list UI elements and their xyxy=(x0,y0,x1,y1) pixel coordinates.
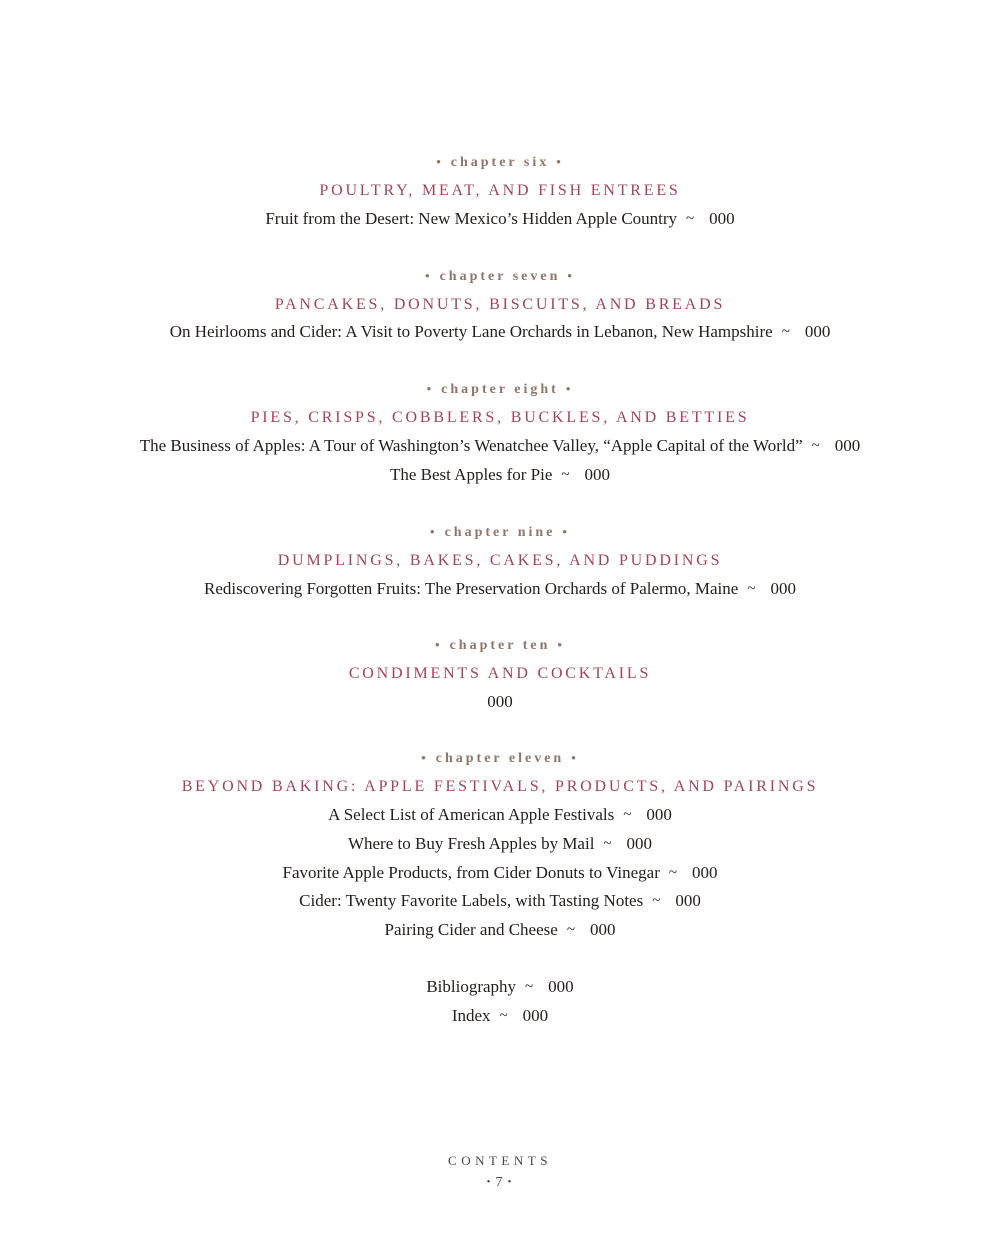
bullet-icon: • xyxy=(430,523,438,539)
tilde-separator-icon: ~ xyxy=(747,580,756,597)
chapter-label-text: chapter nine xyxy=(444,524,556,540)
chapter-section xyxy=(0,744,1000,945)
entry-page-number: 000 xyxy=(626,833,653,853)
chapter-label xyxy=(0,631,1000,660)
entry-page-number: 000 xyxy=(691,862,718,882)
chapter-section xyxy=(0,148,1000,234)
entry-title: Bibliography xyxy=(426,977,517,997)
chapter-label xyxy=(0,148,1000,177)
tilde-separator-icon: ~ xyxy=(623,806,632,823)
chapter-label-text: chapter eight xyxy=(441,382,559,398)
tilde-separator-icon: ~ xyxy=(499,1008,508,1025)
chapter-title: BEYOND BAKING: APPLE FESTIVALS, PRODUCTS, AND PAIRINGS xyxy=(181,777,819,795)
bullet-icon: • xyxy=(562,523,570,539)
chapter-label-text: chapter eleven xyxy=(435,750,565,766)
entry-page-number: 000 xyxy=(770,578,796,598)
folio-page-number xyxy=(0,1175,1000,1191)
chapter-label-text: chapter ten xyxy=(449,638,551,654)
toc-entry xyxy=(0,830,1000,859)
entry-title: On Heirlooms and Cider: A Visit to Poverty Lane Orchards in Lebanon, New Hampshire xyxy=(169,322,773,342)
chapter-section xyxy=(0,262,1000,348)
page-footer xyxy=(0,1153,1000,1191)
tilde-separator-icon: ~ xyxy=(686,210,695,227)
bullet-icon: • xyxy=(421,749,429,765)
footer-contents-label: CONTENTS xyxy=(448,1153,552,1168)
bullet-icon: • xyxy=(436,154,444,169)
entry-page-number: 000 xyxy=(834,436,861,456)
toc-entry xyxy=(0,461,1000,490)
tilde-separator-icon: ~ xyxy=(525,979,534,996)
bullet-icon: • xyxy=(507,1176,514,1188)
tilde-separator-icon: ~ xyxy=(811,438,820,455)
chapter-title: POULTRY, MEAT, AND FISH ENTREES xyxy=(319,181,681,199)
bullet-icon: • xyxy=(425,267,433,283)
entry-title: Favorite Apple Products, from Cider Donuts to Vinegar xyxy=(282,862,660,882)
entry-page-number: 000 xyxy=(804,322,831,342)
bullet-icon: • xyxy=(571,749,579,765)
entry-page-number: 000 xyxy=(548,977,574,997)
chapter-title: CONDIMENTS AND COCKTAILS xyxy=(348,665,652,683)
toc-entry xyxy=(0,318,1000,347)
bullet-icon: • xyxy=(557,637,565,653)
toc-entry xyxy=(0,575,1000,604)
chapter-label-text: chapter seven xyxy=(439,268,561,284)
tilde-separator-icon: ~ xyxy=(566,922,575,939)
entry-page-number: 000 xyxy=(487,692,513,712)
bullet-icon: • xyxy=(556,154,564,169)
entry-page-number: 000 xyxy=(589,920,616,940)
toc-entry xyxy=(0,1002,1000,1031)
chapter-list xyxy=(0,148,1000,945)
chapter-title: PIES, CRISPS, COBBLERS, BUCKLES, AND BETTIES xyxy=(250,409,750,427)
entry-page-number: 000 xyxy=(522,1006,549,1026)
chapter-section xyxy=(0,631,1000,716)
end-matter xyxy=(0,973,1000,1031)
entry-page-number: 000 xyxy=(675,891,701,911)
toc-entry xyxy=(0,205,1000,234)
entry-page-number: 000 xyxy=(709,208,735,228)
chapter-label xyxy=(0,744,1000,773)
chapter-section xyxy=(0,518,1000,604)
chapter-label xyxy=(0,375,1000,404)
toc-entry xyxy=(0,916,1000,945)
bullet-icon: • xyxy=(486,1176,493,1188)
bullet-icon: • xyxy=(426,381,435,397)
entry-title: Index xyxy=(451,1006,491,1026)
entry-title: The Business of Apples: A Tour of Washington’s Wenatchee Valley, “Apple Capital of the World” xyxy=(139,436,803,456)
tilde-separator-icon: ~ xyxy=(652,893,661,910)
entry-title: Cider: Twenty Favorite Labels, with Tasting Notes xyxy=(299,891,644,911)
tilde-separator-icon: ~ xyxy=(781,324,790,341)
toc-entry xyxy=(0,973,1000,1002)
toc-entry xyxy=(0,432,1000,461)
toc-entry xyxy=(0,887,1000,916)
tilde-separator-icon: ~ xyxy=(603,835,612,852)
chapter-label xyxy=(0,262,1000,291)
table-of-contents xyxy=(0,148,1000,1031)
tilde-separator-icon: ~ xyxy=(561,466,570,483)
toc-entry xyxy=(0,859,1000,888)
chapter-label-text: chapter six xyxy=(450,155,550,170)
toc-entry xyxy=(0,801,1000,830)
entry-page-number: 000 xyxy=(584,464,611,484)
chapter-title: PANCAKES, DONUTS, BISCUITS, AND BREADS xyxy=(274,295,726,313)
entry-title: A Select List of American Apple Festivals xyxy=(328,804,615,824)
chapter-section xyxy=(0,375,1000,490)
bullet-icon: • xyxy=(435,637,443,653)
entry-title: The Best Apples for Pie xyxy=(389,464,553,484)
page-number-value: 7 xyxy=(495,1175,505,1190)
chapter-title: DUMPLINGS, BAKES, CAKES, AND PUDDINGS xyxy=(277,551,723,569)
entry-title: Pairing Cider and Cheese xyxy=(384,920,558,940)
entry-page-number: 000 xyxy=(646,804,672,824)
chapter-label xyxy=(0,518,1000,547)
entry-title: Fruit from the Desert: New Mexico’s Hidden Apple Country xyxy=(265,208,678,228)
entry-title: Where to Buy Fresh Apples by Mail xyxy=(347,833,595,853)
tilde-separator-icon: ~ xyxy=(668,864,677,881)
bullet-icon: • xyxy=(567,267,575,283)
entry-title: Rediscovering Forgotten Fruits: The Preservation Orchards of Palermo, Maine xyxy=(204,578,739,598)
bullet-icon: • xyxy=(565,381,574,397)
toc-entry xyxy=(0,688,1000,716)
